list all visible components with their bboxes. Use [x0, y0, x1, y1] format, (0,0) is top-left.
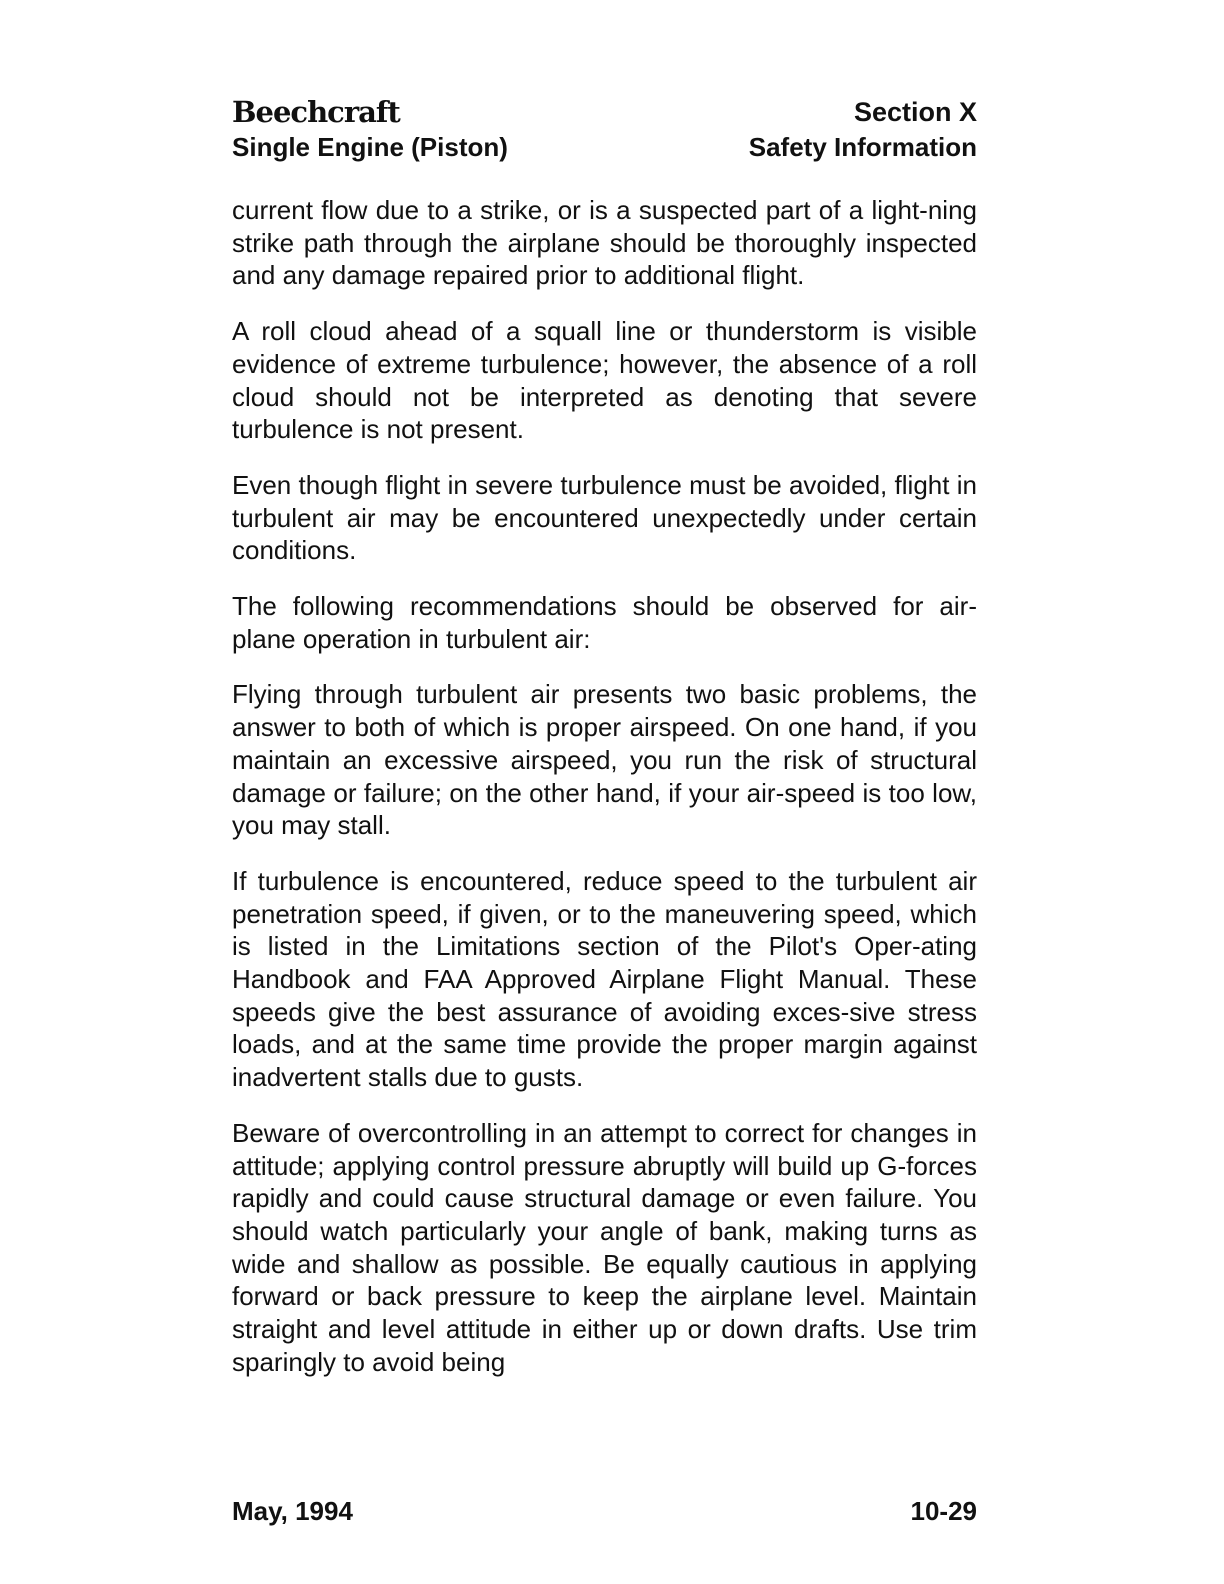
paragraph-4: The following recommendations should be observed for air-plane operation in turbulent air: [232, 591, 977, 654]
page-footer [232, 1494, 977, 1528]
section-title: Safety Information [748, 132, 977, 162]
page-header [232, 92, 977, 164]
paragraph-1: current flow due to a strike, or is a suspected part of a light-ning strike path through the airplane should be thoroughly inspected and any damage repaired prior to additional flight. [232, 195, 977, 291]
header-right [749, 94, 977, 164]
paragraph-7: Beware of overcontrolling in an attempt to correct for changes in attitude; applying control pressure abruptly will build up G-forces rapidly and could cause structural damage or even failure. You should watch particularly your angle of bank, making turns as wide and shallow as possible. Be equally cautious in applying forward or back pressure to keep the airplane level. Maintain straight and level attitude in either up or down drafts. Use trim sparingly to avoid being [232, 1117, 977, 1377]
page-body [232, 194, 977, 1379]
footer-date: May, 1994 [232, 1496, 353, 1526]
page-number: 10-29 [910, 1496, 977, 1526]
paragraph-5: Flying through turbulent air presents two basic problems, the answer to both of which is proper airspeed. On one hand, if you maintain an excessive airspeed, you run the risk of structural damage or failure; on the other hand, if your air-speed is too low, you may stall. [232, 679, 977, 841]
paragraph-2: A roll cloud ahead of a squall line or thunderstorm is visible evidence of extreme turbulence; however, the absence of a roll cloud should not be interpreted as denoting that severe turbulence is not present. [232, 316, 977, 445]
paragraph-6: If turbulence is encountered, reduce speed to the turbulent air penetration speed, if given, or to the maneuvering speed, which is listed in the Limitations section of the Pilot's Oper-ating Handbook and FAA Approved Airplane Flight Manual. These speeds give the best assurance of avoiding exces-sive stress loads, and at the same time provide the proper margin against inadvertent stalls due to gusts. [232, 865, 977, 1093]
document-page [232, 92, 977, 1532]
paragraph-3: Even though flight in severe turbulence must be avoided, flight in turbulent air may be encountered unexpectedly under certain conditions. [232, 469, 977, 566]
brand-logo: Beechcraft [232, 95, 400, 129]
header-left [232, 94, 508, 164]
section-number: Section X [853, 97, 977, 127]
header-subtitle: Single Engine (Piston) [232, 132, 508, 162]
